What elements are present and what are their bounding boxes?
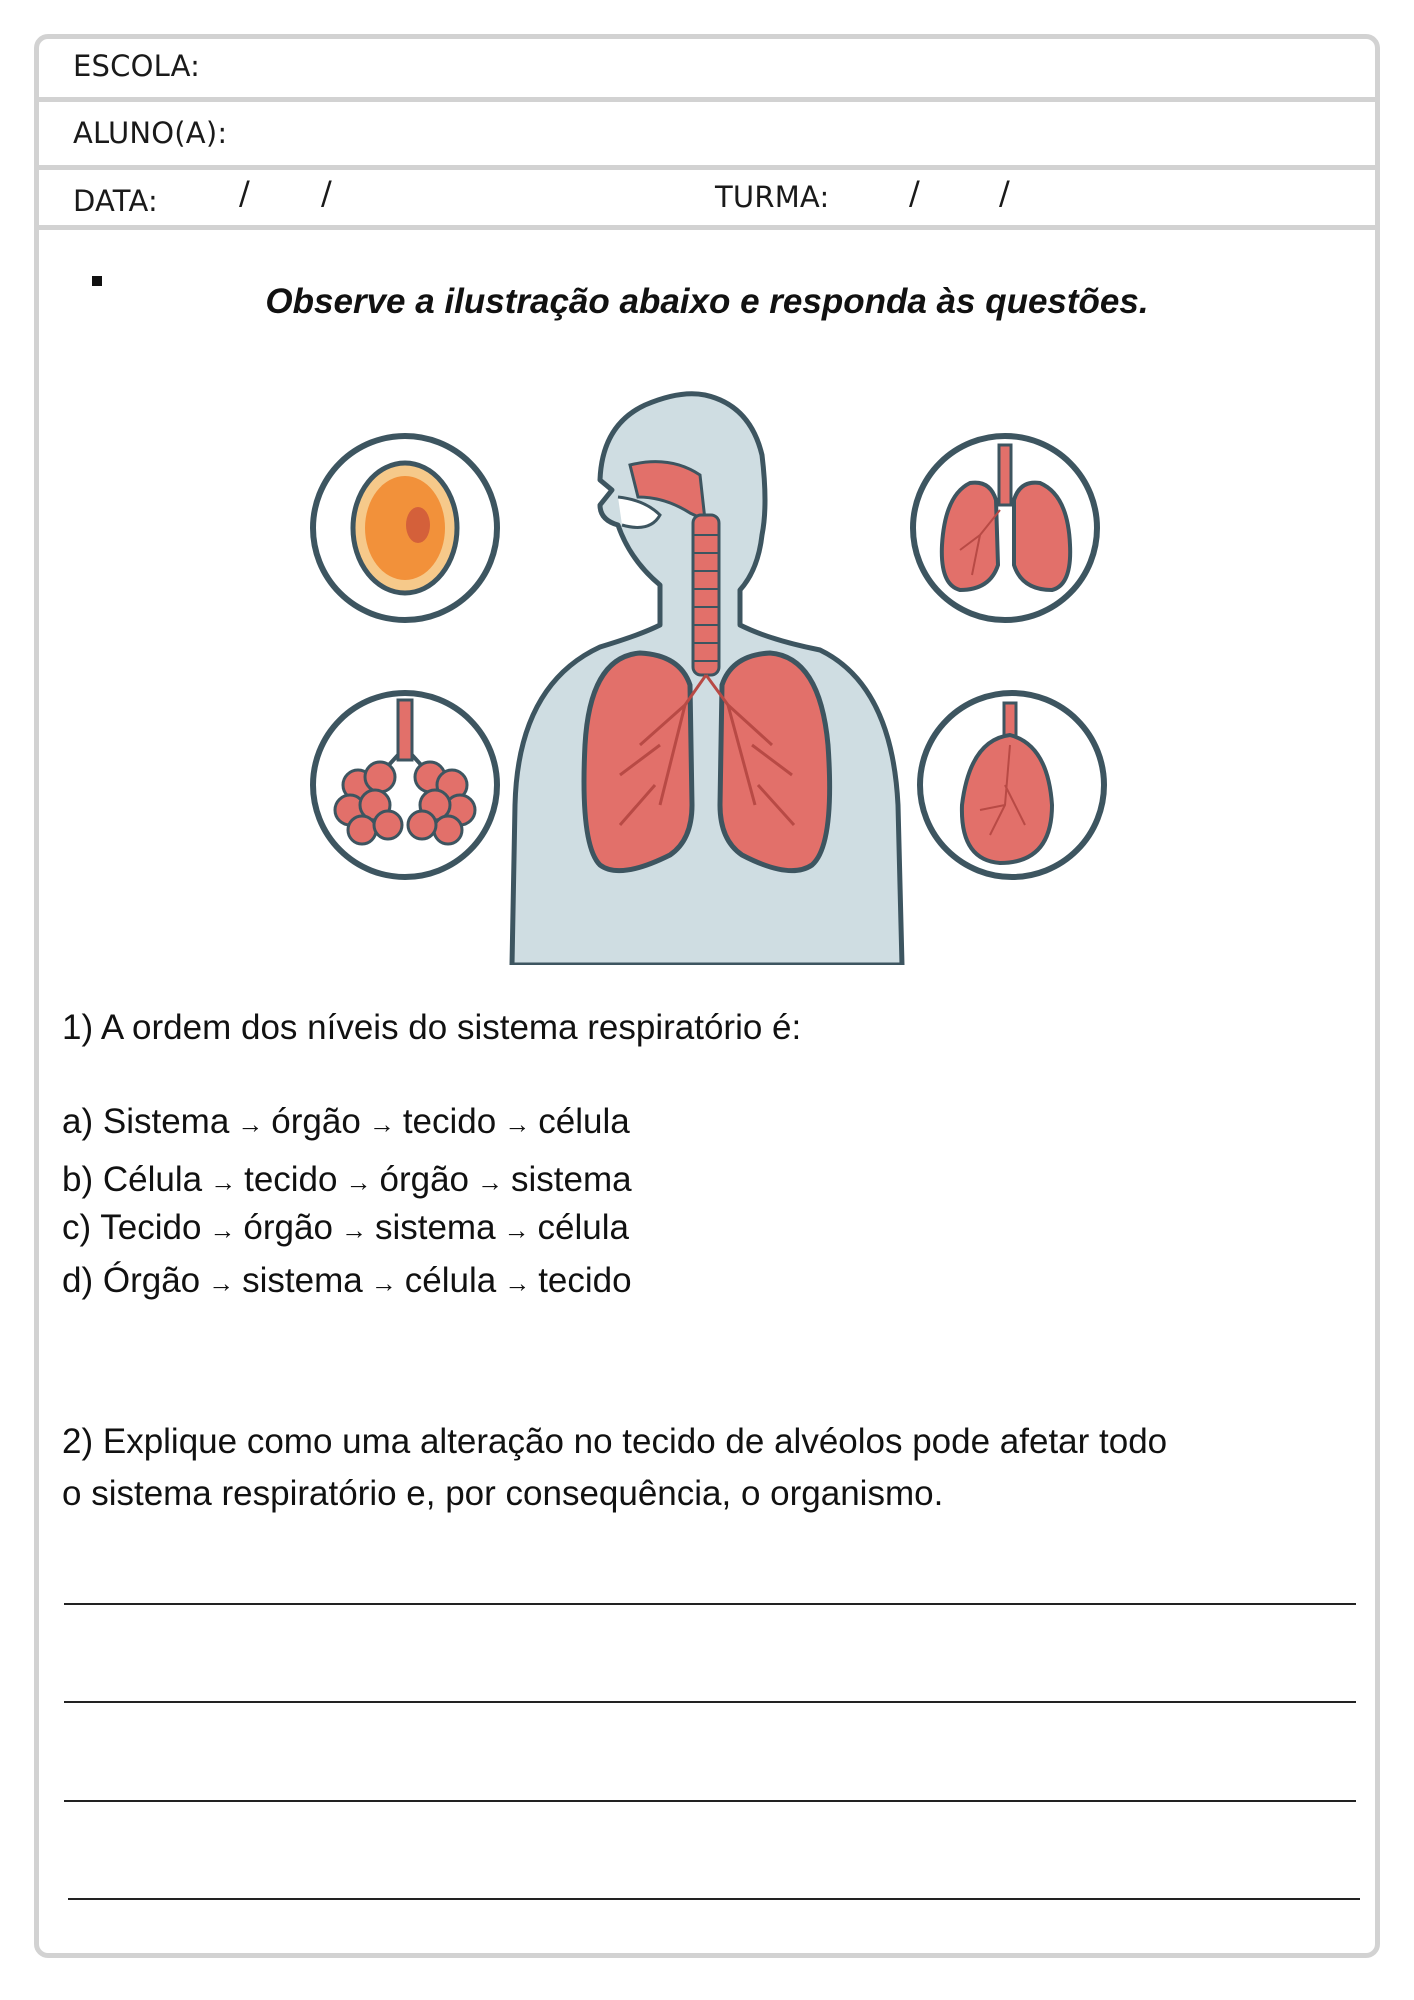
answer-line-3[interactable] <box>64 1800 1356 1802</box>
arrow-icon: → <box>210 1167 237 1197</box>
option-b-step-4: sistema <box>511 1160 632 1199</box>
option-a[interactable] <box>62 1102 630 1142</box>
cell-icon <box>313 436 497 620</box>
option-d[interactable] <box>62 1261 632 1301</box>
option-a-step-4: célula <box>538 1102 630 1141</box>
option-b-step-3: órgão <box>379 1160 470 1199</box>
student-label: ALUNO(A): <box>73 116 228 150</box>
option-a-step-1: Sistema <box>102 1102 230 1141</box>
option-c-step-1: Tecido <box>100 1208 202 1247</box>
option-c-step-3: sistema <box>374 1208 496 1247</box>
arrow-icon: → <box>504 1268 531 1298</box>
lungs-icon <box>913 436 1097 620</box>
option-c-step-4: célula <box>537 1208 629 1247</box>
date-row <box>39 170 1375 230</box>
option-c-step-2: órgão <box>243 1208 333 1247</box>
option-d-step-4: tecido <box>538 1261 632 1300</box>
option-d-step-2: sistema <box>242 1261 363 1300</box>
option-a-step-3: tecido <box>402 1102 497 1141</box>
option-b-step-2: tecido <box>244 1160 338 1199</box>
school-label: ESCOLA: <box>73 49 201 83</box>
lung-organ-icon <box>920 693 1104 877</box>
option-b[interactable] <box>62 1160 632 1200</box>
worksheet-frame <box>34 34 1380 1958</box>
question-1-prompt: 1) A ordem dos níveis do sistema respiratório é: <box>62 1008 802 1047</box>
question-2-prompt-line-1: 2) Explique como uma alteração no tecido de alvéolos pode afetar todo <box>62 1422 1168 1461</box>
respiratory-system-illustration <box>300 385 1120 965</box>
option-c-letter: c) <box>62 1208 92 1247</box>
answer-line-4[interactable] <box>68 1898 1360 1900</box>
option-d-step-3: célula <box>404 1261 497 1300</box>
instruction-text: Observe a ilustração abaixo e responda às questões. <box>265 282 1149 321</box>
option-c[interactable] <box>62 1208 629 1248</box>
school-row <box>39 39 1375 102</box>
question-2-prompt-line-2: o sistema respiratório e, por consequência, o organismo. <box>62 1474 944 1513</box>
arrow-icon: → <box>345 1167 372 1197</box>
class-slash-1: / <box>909 174 920 212</box>
arrow-icon: → <box>370 1268 397 1298</box>
option-a-letter: a) <box>62 1102 94 1141</box>
answer-line-1[interactable] <box>64 1603 1356 1605</box>
arrow-icon: → <box>340 1215 367 1245</box>
date-slash-1: / <box>239 174 250 212</box>
date-slash-2: / <box>321 174 332 212</box>
class-label: TURMA: <box>715 180 830 214</box>
option-b-letter: b) <box>62 1160 94 1199</box>
option-a-step-2: órgão <box>271 1102 361 1141</box>
arrow-icon: → <box>209 1215 236 1245</box>
option-d-step-1: Órgão <box>102 1261 201 1300</box>
alveoli-icon <box>313 693 497 877</box>
arrow-icon: → <box>368 1109 395 1139</box>
human-torso <box>512 394 902 965</box>
date-label: DATA: <box>73 184 158 218</box>
arrow-icon: → <box>504 1109 531 1139</box>
arrow-icon: → <box>208 1268 235 1298</box>
student-row <box>39 102 1375 170</box>
option-d-letter: d) <box>62 1261 94 1300</box>
arrow-icon: → <box>237 1109 264 1139</box>
class-slash-2: / <box>999 174 1010 212</box>
option-b-step-1: Célula <box>102 1160 203 1199</box>
arrow-icon: → <box>503 1215 530 1245</box>
arrow-icon: → <box>477 1167 504 1197</box>
answer-line-2[interactable] <box>64 1701 1356 1703</box>
